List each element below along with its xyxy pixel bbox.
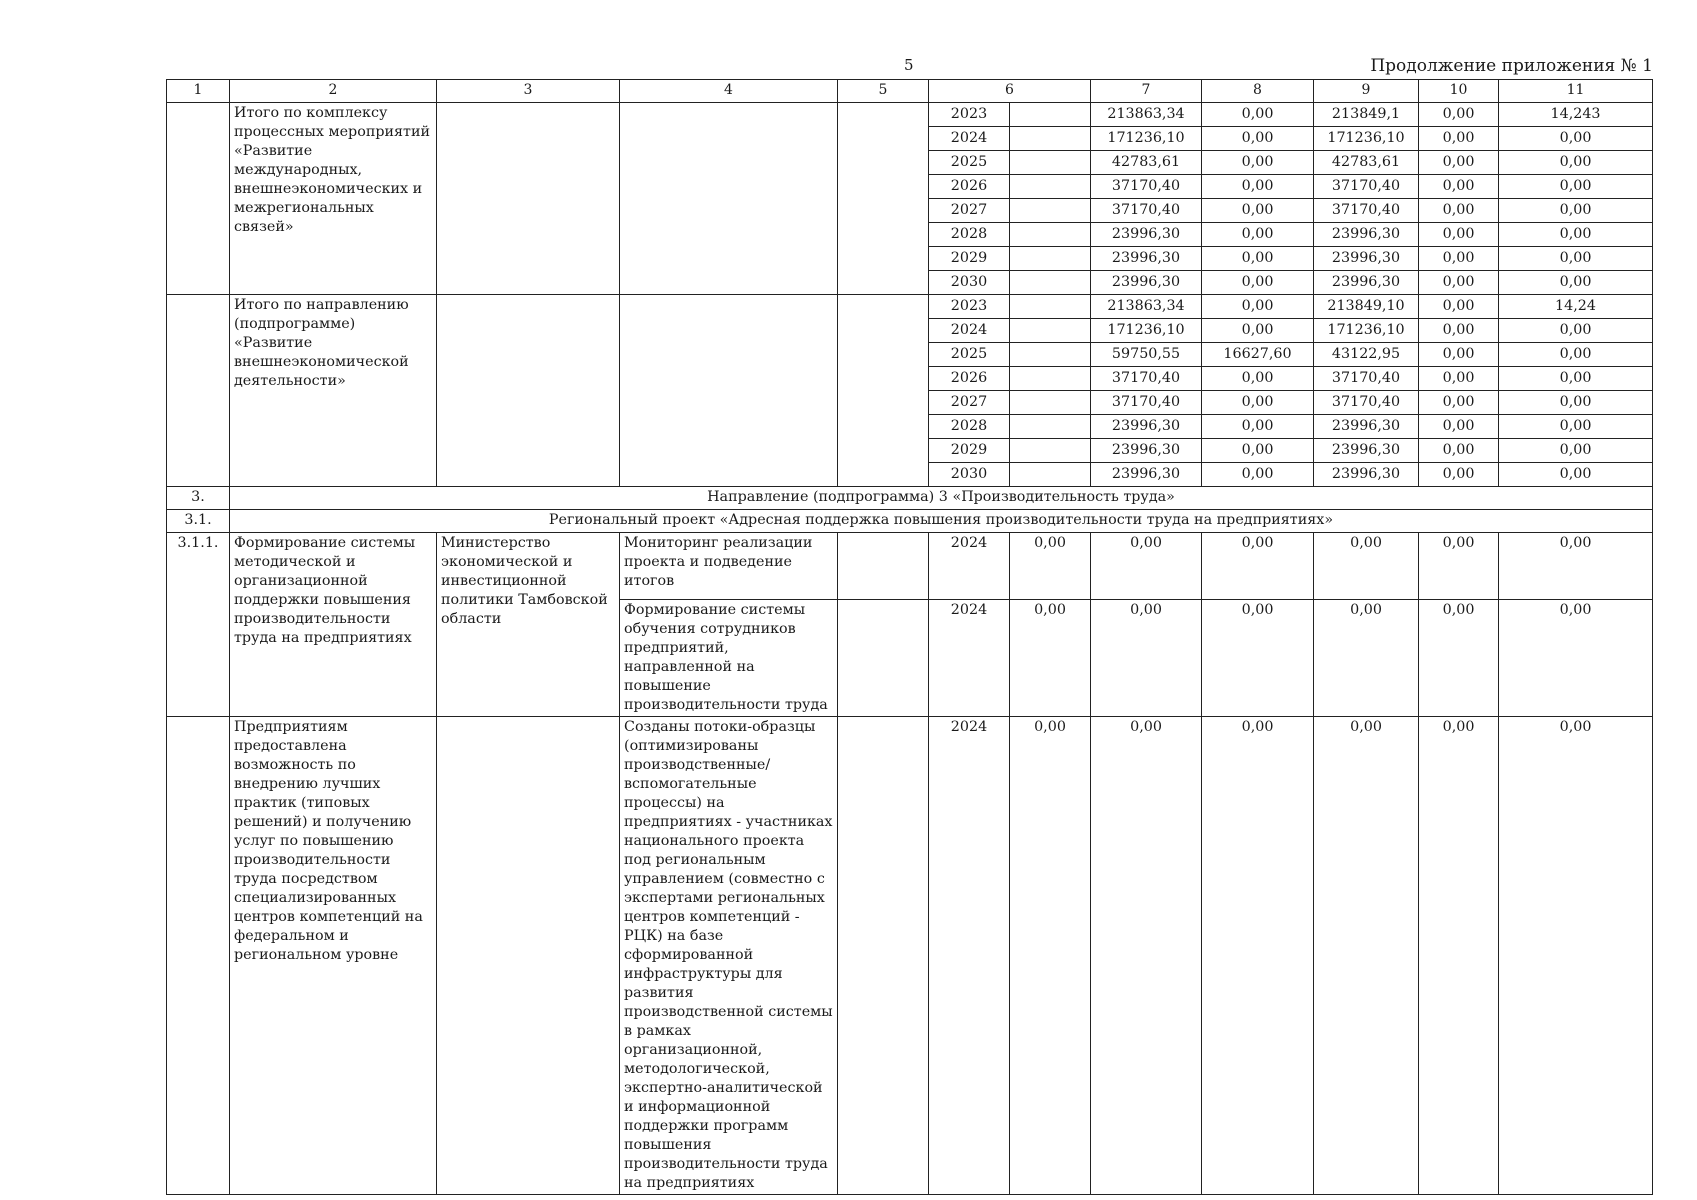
section-number: 3.	[167, 487, 230, 510]
col8-cell: 0,00	[1202, 439, 1314, 463]
col10-cell: 0,00	[1419, 367, 1499, 391]
table-row	[167, 533, 1653, 600]
col-header: 11	[1499, 80, 1653, 103]
col6-cell	[1010, 295, 1091, 319]
col11-cell: 0,00	[1499, 439, 1653, 463]
col7-cell: 23996,30	[1091, 247, 1202, 271]
year-cell: 2026	[929, 367, 1010, 391]
year-cell: 2023	[929, 103, 1010, 127]
col11-cell: 0,00	[1499, 391, 1653, 415]
col6-cell	[1010, 367, 1091, 391]
year-cell: 2029	[929, 247, 1010, 271]
col6-cell: 0,00	[1010, 600, 1091, 717]
col10-cell: 0,00	[1419, 127, 1499, 151]
item-name: Формирование системы методической и организационной поддержки повышения производительности труда на предприятиях	[230, 533, 437, 717]
col8-cell: 0,00	[1202, 391, 1314, 415]
col-header: 7	[1091, 80, 1202, 103]
col10-cell: 0,00	[1419, 271, 1499, 295]
item-number: 3.1.1.	[167, 533, 230, 717]
year-cell: 2026	[929, 175, 1010, 199]
col11-cell: 14,24	[1499, 295, 1653, 319]
col7-cell: 23996,30	[1091, 439, 1202, 463]
col-header: 9	[1314, 80, 1419, 103]
col8-cell: 0,00	[1202, 127, 1314, 151]
col9-cell: 23996,30	[1314, 463, 1419, 487]
col-header: 1	[167, 80, 230, 103]
col9-cell: 42783,61	[1314, 151, 1419, 175]
year-cell: 2028	[929, 415, 1010, 439]
col7-cell: 23996,30	[1091, 463, 1202, 487]
col6-cell	[1010, 463, 1091, 487]
col6-cell	[1010, 439, 1091, 463]
table-row	[167, 103, 1653, 127]
col11-cell: 0,00	[1499, 533, 1653, 600]
col11-cell: 0,00	[1499, 175, 1653, 199]
col7-cell: 37170,40	[1091, 199, 1202, 223]
col9-cell: 213849,10	[1314, 295, 1419, 319]
col9-cell: 0,00	[1314, 600, 1419, 717]
responsible-cell	[437, 717, 620, 1195]
col7-cell: 37170,40	[1091, 175, 1202, 199]
num-cell	[167, 295, 230, 487]
result-cell: Созданы потоки-образцы (оптимизированы производственные/вспомогательные процессы) на предприятиях - участниках национального проекта под региональным управлением (совместно с экспертами региональных центров компетенций - РЦК) на базе сформированной инфраструктуры для развития производственной системы в рамках организационной, методологической, экспертно-аналитической и информационной поддержки программ повышения производительности труда на предприятиях	[620, 717, 838, 1195]
col8-cell: 16627,60	[1202, 343, 1314, 367]
col11-cell: 0,00	[1499, 463, 1653, 487]
year-cell: 2024	[929, 600, 1010, 717]
result-cell	[620, 103, 838, 295]
col10-cell: 0,00	[1419, 343, 1499, 367]
col7-cell: 37170,40	[1091, 391, 1202, 415]
col6-cell	[1010, 415, 1091, 439]
year-cell: 2024	[929, 127, 1010, 151]
year-cell: 2027	[929, 199, 1010, 223]
section-title: Региональный проект «Адресная поддержка повышения производительности труда на предприятиях»	[230, 510, 1653, 533]
col10-cell: 0,00	[1419, 439, 1499, 463]
col11-cell: 0,00	[1499, 415, 1653, 439]
col10-cell: 0,00	[1419, 103, 1499, 127]
col-header: 10	[1419, 80, 1499, 103]
responsible-cell: Министерство экономической и инвестиционной политики Тамбовской области	[437, 533, 620, 717]
col6-cell: 0,00	[1010, 717, 1091, 1195]
col5-cell	[838, 103, 929, 295]
col-header: 5	[838, 80, 929, 103]
table-row	[167, 295, 1653, 319]
col7-cell: 213863,34	[1091, 103, 1202, 127]
col8-cell: 0,00	[1202, 533, 1314, 600]
col8-cell: 0,00	[1202, 247, 1314, 271]
col9-cell: 37170,40	[1314, 199, 1419, 223]
col11-cell: 0,00	[1499, 199, 1653, 223]
col11-cell: 0,00	[1499, 343, 1653, 367]
year-cell: 2030	[929, 463, 1010, 487]
responsible-cell	[437, 103, 620, 295]
col-header: 8	[1202, 80, 1314, 103]
col7-cell: 171236,10	[1091, 127, 1202, 151]
col6-cell	[1010, 103, 1091, 127]
col8-cell: 0,00	[1202, 199, 1314, 223]
col11-cell: 0,00	[1499, 223, 1653, 247]
year-cell: 2024	[929, 319, 1010, 343]
col8-cell: 0,00	[1202, 295, 1314, 319]
col-header: 2	[230, 80, 437, 103]
col5-cell	[838, 717, 929, 1195]
col8-cell: 0,00	[1202, 463, 1314, 487]
col9-cell: 37170,40	[1314, 391, 1419, 415]
section-row	[167, 487, 1653, 510]
col10-cell: 0,00	[1419, 199, 1499, 223]
col5-cell	[838, 533, 929, 600]
col11-cell: 0,00	[1499, 247, 1653, 271]
year-cell: 2024	[929, 717, 1010, 1195]
item-number	[167, 717, 230, 1195]
col6-cell	[1010, 127, 1091, 151]
col8-cell: 0,00	[1202, 151, 1314, 175]
col7-cell: 23996,30	[1091, 223, 1202, 247]
col7-cell: 0,00	[1091, 717, 1202, 1195]
col6-cell: 0,00	[1010, 533, 1091, 600]
col9-cell: 171236,10	[1314, 127, 1419, 151]
year-cell: 2025	[929, 343, 1010, 367]
col9-cell: 23996,30	[1314, 439, 1419, 463]
col6-cell	[1010, 175, 1091, 199]
col9-cell: 213849,1	[1314, 103, 1419, 127]
section-number: 3.1.	[167, 510, 230, 533]
total-label: Итого по комплексу процессных мероприятий «Развитие международных, внешнеэкономических и межрегиональных связей»	[230, 103, 437, 295]
col6-cell	[1010, 247, 1091, 271]
col9-cell: 37170,40	[1314, 175, 1419, 199]
num-cell	[167, 103, 230, 295]
col-header: 3	[437, 80, 620, 103]
col7-cell: 37170,40	[1091, 367, 1202, 391]
col8-cell: 0,00	[1202, 175, 1314, 199]
col7-cell: 171236,10	[1091, 319, 1202, 343]
year-cell: 2028	[929, 223, 1010, 247]
col6-cell	[1010, 151, 1091, 175]
responsible-cell	[437, 295, 620, 487]
col10-cell: 0,00	[1419, 391, 1499, 415]
col6-cell	[1010, 199, 1091, 223]
col6-cell	[1010, 391, 1091, 415]
col10-cell: 0,00	[1419, 463, 1499, 487]
col7-cell: 23996,30	[1091, 271, 1202, 295]
col10-cell: 0,00	[1419, 175, 1499, 199]
col10-cell: 0,00	[1419, 600, 1499, 717]
col11-cell: 0,00	[1499, 717, 1653, 1195]
col8-cell: 0,00	[1202, 223, 1314, 247]
page-number: 5	[904, 56, 914, 74]
year-cell: 2029	[929, 439, 1010, 463]
col9-cell: 0,00	[1314, 533, 1419, 600]
col9-cell: 23996,30	[1314, 415, 1419, 439]
section-title: Направление (подпрограмма) 3 «Производительность труда»	[230, 487, 1653, 510]
col10-cell: 0,00	[1419, 717, 1499, 1195]
year-cell: 2023	[929, 295, 1010, 319]
col10-cell: 0,00	[1419, 415, 1499, 439]
col10-cell: 0,00	[1419, 533, 1499, 600]
col11-cell: 0,00	[1499, 151, 1653, 175]
result-cell: Формирование системы обучения сотрудников предприятий, направленной на повышение производительности труда	[620, 600, 838, 717]
col10-cell: 0,00	[1419, 247, 1499, 271]
col7-cell: 0,00	[1091, 600, 1202, 717]
col6-cell	[1010, 343, 1091, 367]
column-number-row	[167, 80, 1653, 103]
col11-cell: 0,00	[1499, 367, 1653, 391]
col8-cell: 0,00	[1202, 271, 1314, 295]
col10-cell: 0,00	[1419, 223, 1499, 247]
col8-cell: 0,00	[1202, 319, 1314, 343]
col11-cell: 14,243	[1499, 103, 1653, 127]
result-cell	[620, 295, 838, 487]
appendix-table	[166, 79, 1653, 1195]
col5-cell	[838, 295, 929, 487]
col-header: 6	[929, 80, 1091, 103]
col11-cell: 0,00	[1499, 127, 1653, 151]
table-row	[167, 717, 1653, 1195]
col10-cell: 0,00	[1419, 151, 1499, 175]
year-cell: 2025	[929, 151, 1010, 175]
section-row	[167, 510, 1653, 533]
col9-cell: 23996,30	[1314, 223, 1419, 247]
item-name: Предприятиям предоставлена возможность по внедрению лучших практик (типовых решений) и получению услуг по повышению производительности труда посредством специализированных центров компетенций на федеральном и региональном уровне	[230, 717, 437, 1195]
col7-cell: 23996,30	[1091, 415, 1202, 439]
col9-cell: 23996,30	[1314, 271, 1419, 295]
col7-cell: 0,00	[1091, 533, 1202, 600]
col6-cell	[1010, 223, 1091, 247]
col7-cell: 213863,34	[1091, 295, 1202, 319]
col9-cell: 43122,95	[1314, 343, 1419, 367]
total-label: Итого по направлению (подпрограмме) «Развитие внешнеэкономической деятельности»	[230, 295, 437, 487]
year-cell: 2030	[929, 271, 1010, 295]
col11-cell: 0,00	[1499, 271, 1653, 295]
result-cell: Мониторинг реализации проекта и подведение итогов	[620, 533, 838, 600]
col8-cell: 0,00	[1202, 367, 1314, 391]
col-header: 4	[620, 80, 838, 103]
col7-cell: 42783,61	[1091, 151, 1202, 175]
col8-cell: 0,00	[1202, 717, 1314, 1195]
col8-cell: 0,00	[1202, 600, 1314, 717]
col10-cell: 0,00	[1419, 295, 1499, 319]
col8-cell: 0,00	[1202, 415, 1314, 439]
col7-cell: 59750,55	[1091, 343, 1202, 367]
col8-cell: 0,00	[1202, 103, 1314, 127]
year-cell: 2027	[929, 391, 1010, 415]
col6-cell	[1010, 271, 1091, 295]
continuation-note: Продолжение приложения № 1	[1370, 56, 1653, 76]
year-cell: 2024	[929, 533, 1010, 600]
col11-cell: 0,00	[1499, 600, 1653, 717]
col9-cell: 37170,40	[1314, 367, 1419, 391]
col9-cell: 171236,10	[1314, 319, 1419, 343]
col11-cell: 0,00	[1499, 319, 1653, 343]
col10-cell: 0,00	[1419, 319, 1499, 343]
col9-cell: 0,00	[1314, 717, 1419, 1195]
col5-cell	[838, 600, 929, 717]
col9-cell: 23996,30	[1314, 247, 1419, 271]
col6-cell	[1010, 319, 1091, 343]
